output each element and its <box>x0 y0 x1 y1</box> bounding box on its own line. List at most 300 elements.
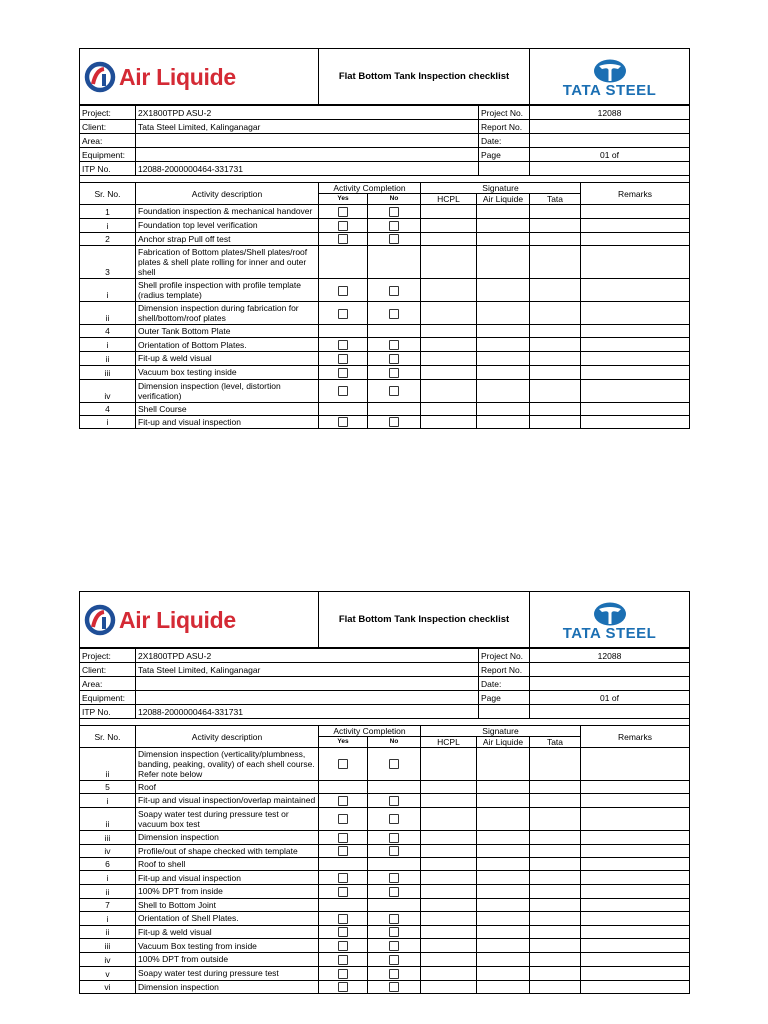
completion-yes-checkbox[interactable] <box>338 286 348 296</box>
completion-no-cell <box>368 748 421 781</box>
tata-signature-cell[interactable] <box>530 232 581 246</box>
tata-signature-cell[interactable] <box>530 338 581 352</box>
completion-no-checkbox[interactable] <box>389 368 399 378</box>
tata-signature-cell[interactable] <box>530 871 581 885</box>
sr-no-cell: i <box>80 338 136 352</box>
sr-no-cell: i <box>80 218 136 232</box>
completion-yes-checkbox[interactable] <box>338 207 348 217</box>
air-liquide-signature-cell[interactable] <box>477 885 530 899</box>
sr-no-cell: iv <box>80 844 136 858</box>
remarks-cell[interactable] <box>581 939 690 953</box>
hcpl-signature-cell[interactable] <box>421 898 477 911</box>
completion-yes-checkbox[interactable] <box>338 309 348 319</box>
completion-yes-checkbox[interactable] <box>338 846 348 856</box>
activity-description-cell: Profile/out of shape checked with template <box>136 844 319 858</box>
remarks-cell[interactable] <box>581 218 690 232</box>
activity-description-cell: Shell profile inspection with profile template (radius template) <box>136 279 319 302</box>
activity-description-cell: Shell to Bottom Joint <box>136 898 319 911</box>
completion-no-checkbox[interactable] <box>389 814 399 824</box>
air-liquide-wordmark: Air Liquide <box>119 606 236 633</box>
air-liquide-signature-cell[interactable] <box>477 794 530 808</box>
activity-description-cell: Fit-up & weld visual <box>136 925 319 939</box>
document-title: Flat Bottom Tank Inspection checklist <box>319 592 530 648</box>
remarks-cell[interactable] <box>581 871 690 885</box>
checklist-row <box>80 218 690 232</box>
sr-no-cell: v <box>80 966 136 980</box>
hcpl-signature-cell[interactable] <box>421 279 477 302</box>
air-liquide-signature-cell[interactable] <box>477 205 530 219</box>
tata-signature-cell[interactable] <box>530 858 581 871</box>
tata-steel-logo <box>530 592 689 647</box>
remarks-cell[interactable] <box>581 402 690 415</box>
tata-steel-logo-cell <box>530 592 690 648</box>
checklist-row <box>80 352 690 366</box>
page-value: 01 of <box>530 148 690 162</box>
tata-signature-cell[interactable] <box>530 402 581 415</box>
air-liquide-signature-cell[interactable] <box>477 925 530 939</box>
equipment-label: Equipment: <box>80 691 136 705</box>
remarks-header: Remarks <box>581 726 690 748</box>
completion-yes-checkbox[interactable] <box>338 833 348 843</box>
tata-signature-cell[interactable] <box>530 748 581 781</box>
completion-yes-checkbox[interactable] <box>338 340 348 350</box>
air-liquide-header: Air Liquide <box>477 194 530 205</box>
tata-logo-icon <box>592 601 628 627</box>
remarks-cell[interactable] <box>581 807 690 830</box>
tata-signature-cell[interactable] <box>530 415 581 429</box>
air-liquide-signature-cell[interactable] <box>477 966 530 980</box>
air-liquide-signature-cell[interactable] <box>477 830 530 844</box>
completion-yes-cell <box>319 925 368 939</box>
completion-no-cell <box>368 352 421 366</box>
info-table <box>79 648 690 719</box>
completion-no-cell <box>368 379 421 402</box>
tata-signature-cell[interactable] <box>530 352 581 366</box>
report-no-value <box>530 663 690 677</box>
hcpl-signature-cell[interactable] <box>421 218 477 232</box>
remarks-cell[interactable] <box>581 885 690 899</box>
remarks-cell[interactable] <box>581 858 690 871</box>
itp-blank-value <box>530 705 690 719</box>
activity-description-cell: Roof to shell <box>136 858 319 871</box>
remarks-cell[interactable] <box>581 980 690 994</box>
air-liquide-signature-cell[interactable] <box>477 279 530 302</box>
tata-signature-cell[interactable] <box>530 781 581 794</box>
completion-no-checkbox[interactable] <box>389 221 399 231</box>
sr-no-cell: 7 <box>80 898 136 911</box>
completion-no-cell <box>368 980 421 994</box>
remarks-cell[interactable] <box>581 844 690 858</box>
completion-yes-checkbox[interactable] <box>338 927 348 937</box>
checklist-row <box>80 898 690 911</box>
sr-no-cell: iv <box>80 379 136 402</box>
page-label: Page <box>479 691 530 705</box>
project-no-value: 12088 <box>530 649 690 663</box>
completion-no-checkbox[interactable] <box>389 234 399 244</box>
completion-yes-cell <box>319 966 368 980</box>
checklist-row <box>80 325 690 338</box>
sr-no-cell: ii <box>80 885 136 899</box>
remarks-cell[interactable] <box>581 830 690 844</box>
client-value: Tata Steel Limited, Kalinganagar <box>136 120 479 134</box>
air-liquide-signature-cell[interactable] <box>477 338 530 352</box>
completion-yes-checkbox[interactable] <box>338 234 348 244</box>
completion-yes-checkbox[interactable] <box>338 368 348 378</box>
completion-no-cell <box>368 205 421 219</box>
remarks-cell[interactable] <box>581 352 690 366</box>
air-liquide-logo-cell <box>80 49 319 105</box>
completion-yes-checkbox[interactable] <box>338 417 348 427</box>
tata-signature-cell[interactable] <box>530 925 581 939</box>
completion-no-checkbox[interactable] <box>389 386 399 396</box>
completion-header: Activity Completion <box>319 726 421 737</box>
equipment-value <box>136 148 479 162</box>
air-liquide-logo <box>84 592 318 647</box>
completion-no-checkbox[interactable] <box>389 309 399 319</box>
date-label: Date: <box>479 134 530 148</box>
tata-signature-cell[interactable] <box>530 325 581 338</box>
completion-no-checkbox[interactable] <box>389 873 399 883</box>
report-no-value <box>530 120 690 134</box>
remarks-cell[interactable] <box>581 205 690 219</box>
checklist-row <box>80 953 690 967</box>
activity-description-cell: Anchor strap Pull off test <box>136 232 319 246</box>
checklist-row <box>80 966 690 980</box>
checklist-row <box>80 379 690 402</box>
hcpl-signature-cell[interactable] <box>421 325 477 338</box>
remarks-cell[interactable] <box>581 415 690 429</box>
air-liquide-signature-cell[interactable] <box>477 415 530 429</box>
itp-blank-value <box>530 162 690 176</box>
hcpl-signature-cell[interactable] <box>421 338 477 352</box>
hcpl-signature-cell[interactable] <box>421 807 477 830</box>
completion-yes-cell <box>319 898 368 911</box>
sr-no-cell: ii <box>80 925 136 939</box>
completion-yes-cell <box>319 807 368 830</box>
tata-signature-cell[interactable] <box>530 911 581 925</box>
air-liquide-signature-cell[interactable] <box>477 748 530 781</box>
completion-no-checkbox[interactable] <box>389 941 399 951</box>
air-liquide-signature-cell[interactable] <box>477 246 530 279</box>
date-value <box>530 677 690 691</box>
completion-yes-checkbox[interactable] <box>338 982 348 992</box>
tata-signature-cell[interactable] <box>530 279 581 302</box>
completion-no-checkbox[interactable] <box>389 833 399 843</box>
completion-no-checkbox[interactable] <box>389 286 399 296</box>
client-label: Client: <box>80 120 136 134</box>
hcpl-signature-cell[interactable] <box>421 232 477 246</box>
completion-no-cell <box>368 844 421 858</box>
sr-no-cell: i <box>80 871 136 885</box>
checklist-sheet-2 <box>79 591 689 994</box>
remarks-cell[interactable] <box>581 379 690 402</box>
checklist-row <box>80 365 690 379</box>
completion-yes-checkbox[interactable] <box>338 759 348 769</box>
completion-yes-checkbox[interactable] <box>338 354 348 364</box>
hcpl-signature-cell[interactable] <box>421 402 477 415</box>
tata-signature-cell[interactable] <box>530 898 581 911</box>
tata-signature-cell[interactable] <box>530 980 581 994</box>
tata-steel-wordmark: TATA STEEL <box>562 624 657 642</box>
itp-value: 12088-2000000464-331731 <box>136 162 479 176</box>
checklist-row <box>80 871 690 885</box>
hcpl-signature-cell[interactable] <box>421 871 477 885</box>
hcpl-signature-cell[interactable] <box>421 911 477 925</box>
remarks-cell[interactable] <box>581 232 690 246</box>
tata-signature-cell[interactable] <box>530 953 581 967</box>
sr-no-cell: 1 <box>80 205 136 219</box>
equipment-label: Equipment: <box>80 148 136 162</box>
air-liquide-signature-cell[interactable] <box>477 898 530 911</box>
completion-no-cell <box>368 365 421 379</box>
completion-yes-checkbox[interactable] <box>338 796 348 806</box>
activity-description-cell: Foundation top level verification <box>136 218 319 232</box>
completion-no-checkbox[interactable] <box>389 927 399 937</box>
completion-yes-cell <box>319 402 368 415</box>
checklist-row <box>80 794 690 808</box>
project-value: 2X1800TPD ASU-2 <box>136 649 479 663</box>
activity-description-cell: Fit-up and visual inspection/overlap maintained <box>136 794 319 808</box>
sr-no-cell: i <box>80 794 136 808</box>
header-table <box>79 591 690 648</box>
tata-signature-cell[interactable] <box>530 885 581 899</box>
tata-signature-cell[interactable] <box>530 246 581 279</box>
remarks-cell[interactable] <box>581 966 690 980</box>
remarks-cell[interactable] <box>581 911 690 925</box>
checklist-table <box>79 176 690 429</box>
hcpl-signature-cell[interactable] <box>421 748 477 781</box>
sr-no-cell: i <box>80 911 136 925</box>
completion-yes-checkbox[interactable] <box>338 969 348 979</box>
hcpl-signature-cell[interactable] <box>421 939 477 953</box>
remarks-cell[interactable] <box>581 325 690 338</box>
hcpl-signature-cell[interactable] <box>421 844 477 858</box>
air-liquide-signature-cell[interactable] <box>477 379 530 402</box>
hcpl-signature-cell[interactable] <box>421 966 477 980</box>
checklist-row <box>80 858 690 871</box>
tata-signature-cell[interactable] <box>530 205 581 219</box>
completion-no-checkbox[interactable] <box>389 846 399 856</box>
tata-signature-cell[interactable] <box>530 302 581 325</box>
air-liquide-signature-cell[interactable] <box>477 302 530 325</box>
completion-yes-cell <box>319 939 368 953</box>
page-value: 01 of <box>530 691 690 705</box>
hcpl-signature-cell[interactable] <box>421 352 477 366</box>
air-liquide-signature-cell[interactable] <box>477 844 530 858</box>
activity-description-cell: Dimension inspection during fabrication for shell/bottom/roof plates <box>136 302 319 325</box>
remarks-cell[interactable] <box>581 953 690 967</box>
completion-no-checkbox[interactable] <box>389 759 399 769</box>
completion-no-cell <box>368 232 421 246</box>
project-label: Project: <box>80 106 136 120</box>
remarks-cell[interactable] <box>581 302 690 325</box>
completion-yes-cell <box>319 415 368 429</box>
completion-no-checkbox[interactable] <box>389 914 399 924</box>
sr-no-cell: iii <box>80 830 136 844</box>
completion-no-cell <box>368 966 421 980</box>
hcpl-signature-cell[interactable] <box>421 781 477 794</box>
air-liquide-signature-cell[interactable] <box>477 352 530 366</box>
tata-header: Tata <box>530 194 581 205</box>
air-liquide-signature-cell[interactable] <box>477 807 530 830</box>
area-label: Area: <box>80 134 136 148</box>
activity-description-cell: 100% DPT from outside <box>136 953 319 967</box>
remarks-cell[interactable] <box>581 794 690 808</box>
air-liquide-signature-cell[interactable] <box>477 858 530 871</box>
completion-no-checkbox[interactable] <box>389 417 399 427</box>
completion-no-cell <box>368 246 421 279</box>
remarks-cell[interactable] <box>581 246 690 279</box>
remarks-cell[interactable] <box>581 898 690 911</box>
completion-no-cell <box>368 911 421 925</box>
checklist-table <box>79 719 690 994</box>
hcpl-signature-cell[interactable] <box>421 379 477 402</box>
air-liquide-header: Air Liquide <box>477 737 530 748</box>
air-liquide-signature-cell[interactable] <box>477 939 530 953</box>
completion-yes-cell <box>319 232 368 246</box>
remarks-cell[interactable] <box>581 338 690 352</box>
checklist-row <box>80 925 690 939</box>
air-liquide-signature-cell[interactable] <box>477 365 530 379</box>
hcpl-signature-cell[interactable] <box>421 980 477 994</box>
hcpl-signature-cell[interactable] <box>421 885 477 899</box>
completion-no-checkbox[interactable] <box>389 955 399 965</box>
document-title: Flat Bottom Tank Inspection checklist <box>319 49 530 105</box>
activity-header: Activity description <box>136 726 319 748</box>
completion-yes-checkbox[interactable] <box>338 887 348 897</box>
activity-description-cell: Fabrication of Bottom plates/Shell plates/roof plates & shell plate rolling for inner and outer shell <box>136 246 319 279</box>
area-value <box>136 134 479 148</box>
client-label: Client: <box>80 663 136 677</box>
hcpl-signature-cell[interactable] <box>421 415 477 429</box>
completion-yes-checkbox[interactable] <box>338 955 348 965</box>
checklist-row <box>80 402 690 415</box>
hcpl-header: HCPL <box>421 194 477 205</box>
air-liquide-signature-cell[interactable] <box>477 871 530 885</box>
completion-yes-checkbox[interactable] <box>338 814 348 824</box>
remarks-cell[interactable] <box>581 781 690 794</box>
completion-yes-cell <box>319 980 368 994</box>
remarks-cell[interactable] <box>581 279 690 302</box>
tata-signature-cell[interactable] <box>530 966 581 980</box>
sr-no-cell: i <box>80 415 136 429</box>
page-label: Page <box>479 148 530 162</box>
completion-no-cell <box>368 781 421 794</box>
completion-no-checkbox[interactable] <box>389 354 399 364</box>
hcpl-signature-cell[interactable] <box>421 925 477 939</box>
tata-steel-logo <box>530 49 689 104</box>
activity-description-cell: Roof <box>136 781 319 794</box>
tata-signature-cell[interactable] <box>530 794 581 808</box>
checklist-row <box>80 885 690 899</box>
completion-yes-checkbox[interactable] <box>338 941 348 951</box>
signature-header: Signature <box>421 726 581 737</box>
completion-no-checkbox[interactable] <box>389 207 399 217</box>
hcpl-signature-cell[interactable] <box>421 246 477 279</box>
completion-no-checkbox[interactable] <box>389 340 399 350</box>
hcpl-signature-cell[interactable] <box>421 365 477 379</box>
tata-signature-cell[interactable] <box>530 807 581 830</box>
checklist-row <box>80 415 690 429</box>
completion-yes-checkbox[interactable] <box>338 914 348 924</box>
tata-signature-cell[interactable] <box>530 379 581 402</box>
tata-header: Tata <box>530 737 581 748</box>
hcpl-signature-cell[interactable] <box>421 858 477 871</box>
completion-no-checkbox[interactable] <box>389 969 399 979</box>
checklist-row <box>80 246 690 279</box>
completion-yes-checkbox[interactable] <box>338 873 348 883</box>
air-liquide-signature-cell[interactable] <box>477 402 530 415</box>
activity-description-cell: Dimension inspection <box>136 980 319 994</box>
air-liquide-signature-cell[interactable] <box>477 218 530 232</box>
completion-no-cell <box>368 830 421 844</box>
completion-no-checkbox[interactable] <box>389 796 399 806</box>
air-liquide-logo-icon <box>84 603 116 637</box>
hcpl-signature-cell[interactable] <box>421 794 477 808</box>
tata-signature-cell[interactable] <box>530 365 581 379</box>
sr-no-cell: 4 <box>80 402 136 415</box>
air-liquide-signature-cell[interactable] <box>477 911 530 925</box>
area-value <box>136 677 479 691</box>
checklist-row <box>80 205 690 219</box>
equipment-value <box>136 691 479 705</box>
remarks-cell[interactable] <box>581 365 690 379</box>
yes-header: Yes <box>319 737 368 748</box>
hcpl-signature-cell[interactable] <box>421 302 477 325</box>
tata-signature-cell[interactable] <box>530 844 581 858</box>
air-liquide-wordmark: Air Liquide <box>119 63 236 90</box>
completion-yes-cell <box>319 953 368 967</box>
completion-yes-cell <box>319 911 368 925</box>
remarks-cell[interactable] <box>581 925 690 939</box>
completion-no-cell <box>368 807 421 830</box>
air-liquide-logo-icon <box>84 60 116 94</box>
tata-signature-cell[interactable] <box>530 830 581 844</box>
air-liquide-signature-cell[interactable] <box>477 980 530 994</box>
hcpl-signature-cell[interactable] <box>421 205 477 219</box>
completion-yes-cell <box>319 748 368 781</box>
sr-no-cell: 2 <box>80 232 136 246</box>
project-value: 2X1800TPD ASU-2 <box>136 106 479 120</box>
air-liquide-signature-cell[interactable] <box>477 781 530 794</box>
completion-no-checkbox[interactable] <box>389 982 399 992</box>
completion-no-cell <box>368 794 421 808</box>
air-liquide-signature-cell[interactable] <box>477 325 530 338</box>
remarks-cell[interactable] <box>581 748 690 781</box>
completion-no-cell <box>368 925 421 939</box>
client-value: Tata Steel Limited, Kalinganagar <box>136 663 479 677</box>
checklist-row <box>80 279 690 302</box>
activity-description-cell: 100% DPT from inside <box>136 885 319 899</box>
tata-signature-cell[interactable] <box>530 218 581 232</box>
activity-description-cell: Vacuum box testing inside <box>136 365 319 379</box>
tata-signature-cell[interactable] <box>530 939 581 953</box>
completion-yes-checkbox[interactable] <box>338 221 348 231</box>
completion-no-checkbox[interactable] <box>389 887 399 897</box>
hcpl-signature-cell[interactable] <box>421 953 477 967</box>
completion-yes-checkbox[interactable] <box>338 386 348 396</box>
sr-no-cell: ii <box>80 748 136 781</box>
completion-yes-cell <box>319 279 368 302</box>
air-liquide-signature-cell[interactable] <box>477 232 530 246</box>
hcpl-signature-cell[interactable] <box>421 830 477 844</box>
activity-description-cell: Dimension inspection (level, distortion verification) <box>136 379 319 402</box>
sr-no-cell: 6 <box>80 858 136 871</box>
air-liquide-signature-cell[interactable] <box>477 953 530 967</box>
completion-yes-cell <box>319 205 368 219</box>
activity-description-cell: Soapy water test during pressure test <box>136 966 319 980</box>
area-label: Area: <box>80 677 136 691</box>
